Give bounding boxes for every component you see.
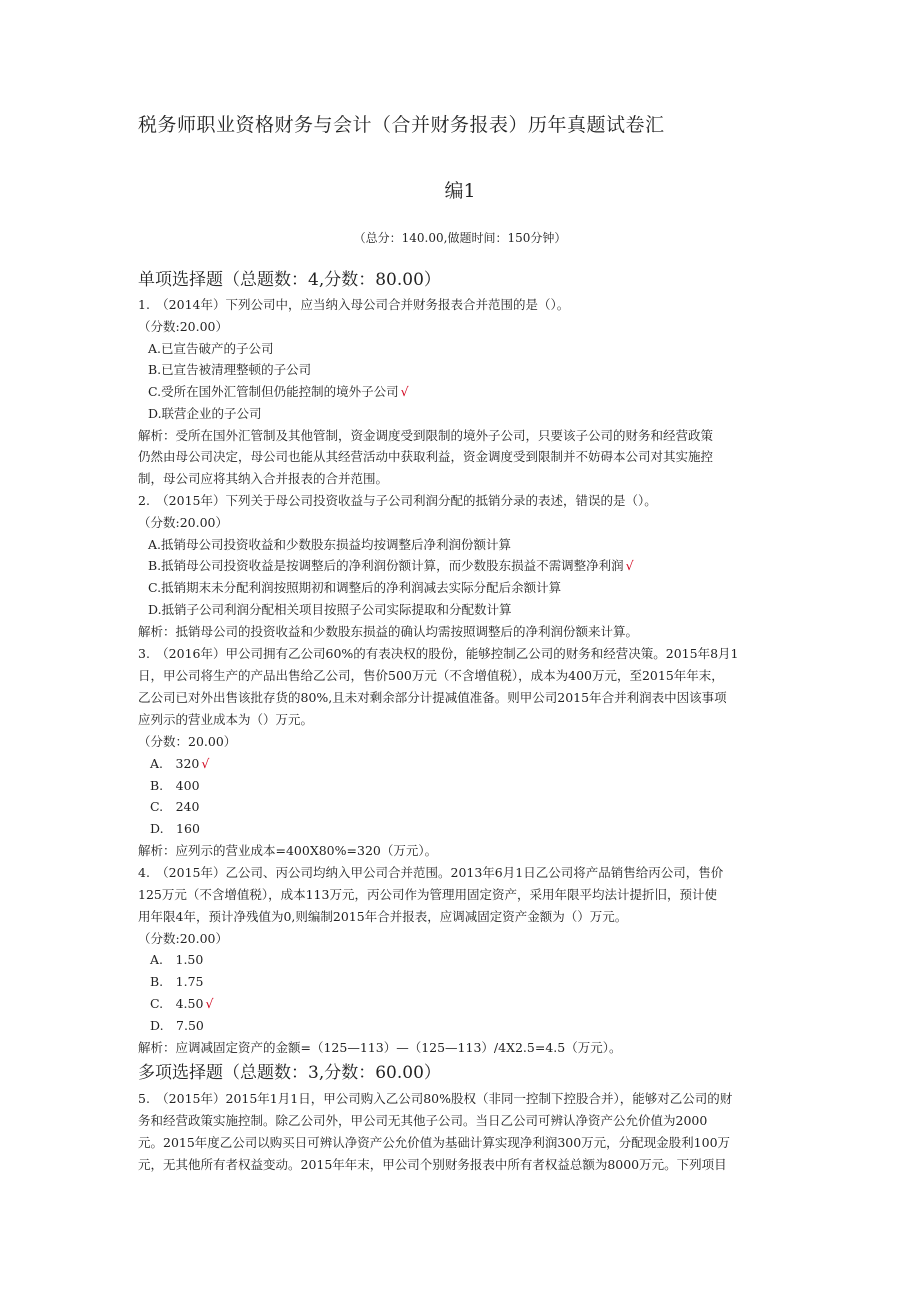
q3-stem-line1: 3. （2016年）甲公司拥有乙公司60%的有表决权的股份，能够控制乙公司的财务和经营决策。2015年8月1 xyxy=(138,646,739,661)
q2-option-b xyxy=(148,557,634,575)
q2-option-c: C.抵销期末未分配利润按照期初和调整后的净利润减去实际分配后余额计算 xyxy=(148,580,562,595)
q2-option-b-text: B.抵销母公司投资收益是按调整后的净利润份额计算，而少数股东损益不需调整净利润 xyxy=(148,558,624,573)
q1-option-a: A.已宣告破产的子公司 xyxy=(148,341,274,356)
q3-option-b: B. 400 xyxy=(150,778,200,793)
q3-score: （分数：20.00） xyxy=(138,734,237,749)
q4-stem-line3: 用年限4年，预计净残值为0,则编制2015年合并报表，应调减固定资产金额为（）万元。 xyxy=(138,909,628,924)
q4-option-d: D. 7.50 xyxy=(150,1018,204,1033)
check-mark-icon: √ xyxy=(625,558,634,573)
exam-info: （总分：140.00,做题时间：150分钟） xyxy=(353,231,567,245)
check-mark-icon: √ xyxy=(201,756,210,771)
q4-option-c-text: C. 4.50 xyxy=(150,996,204,1011)
document-title-line1: 税务师职业资格财务与会计（合并财务报表）历年真题试卷汇 xyxy=(138,114,665,136)
q1-analysis-line2: 仍然由母公司决定，母公司也能从其经营活动中获取利益，资金调度受到限制并不妨碍本公司对其实施控 xyxy=(138,449,714,464)
q1-stem: 1. （2014年）下列公司中，应当纳入母公司合并财务报表合并范围的是（）。 xyxy=(138,297,570,312)
q3-stem-line4: 应列示的营业成本为（）万元。 xyxy=(138,712,314,727)
q3-option-c: C. 240 xyxy=(150,799,200,814)
q1-analysis-line3: 制，母公司应将其纳入合并报表的合并范围。 xyxy=(138,471,389,486)
q4-option-a: A. 1.50 xyxy=(150,952,204,967)
check-mark-icon: √ xyxy=(400,384,409,399)
q5-stem-line3: 元。2015年度乙公司以购买日可辨认净资产公允价值为基础计算实现净利润300万元，分配现金股利100万 xyxy=(138,1135,731,1150)
q1-option-d: D.联营企业的子公司 xyxy=(148,406,262,421)
q3-analysis: 解析：应列示的营业成本=400X80%=320（万元）。 xyxy=(138,843,438,858)
document-title-line2: 编1 xyxy=(444,180,476,202)
q1-score: （分数:20.00） xyxy=(138,319,228,334)
q4-stem-line2: 125万元（不含增值税），成本113万元，丙公司作为管理用固定资产，采用年限平均法计提折旧，预计使 xyxy=(138,887,717,902)
check-mark-icon: √ xyxy=(205,996,214,1011)
q3-option-a xyxy=(150,755,209,773)
q2-option-a: A.抵销母公司投资收益和少数股东损益均按调整后净利润份额计算 xyxy=(148,537,512,552)
q2-analysis: 解析：抵销母公司的投资收益和少数股东损益的确认均需按照调整后的净利润份额来计算。 xyxy=(138,624,639,639)
q2-option-d: D.抵销子公司利润分配相关项目按照子公司实际提取和分配数计算 xyxy=(148,602,512,617)
q2-stem: 2. （2015年）下列关于母公司投资收益与子公司利润分配的抵销分录的表述，错误的是（）。 xyxy=(138,493,657,508)
q3-option-a-text: A. 320 xyxy=(150,756,200,771)
q3-stem-line2: 日，甲公司将生产的产品出售给乙公司，售价500万元（不含增值税），成本为400万元，至2015年年末， xyxy=(138,668,724,683)
section-single-choice: 单项选择题（总题数：4,分数：80.00） xyxy=(138,270,441,290)
q4-stem-line1: 4. （2015年）乙公司、丙公司均纳入甲公司合并范围。2013年6月1日乙公司将产品销售给丙公司，售价 xyxy=(138,865,724,880)
q5-stem-line4: 元，无其他所有者权益变动。2015年年末，甲公司个别财务报表中所有者权益总额为8000万元。下列项目 xyxy=(138,1157,727,1172)
q1-option-c-text: C.受所在国外汇管制但仍能控制的境外子公司 xyxy=(148,384,399,399)
q3-option-d: D. 160 xyxy=(150,821,200,836)
q3-stem-line3: 乙公司已对外出售该批存货的80%,且未对剩余部分计提减值准备。则甲公司2015年合并利润表中因该事项 xyxy=(138,690,727,705)
q4-option-b: B. 1.75 xyxy=(150,974,204,989)
q1-option-b: B.已宣告被清理整顿的子公司 xyxy=(148,362,312,377)
q5-stem-line1: 5. （2015年）2015年1月1日，甲公司购入乙公司80%股权（非同一控制下控股合并），能够对乙公司的财 xyxy=(138,1091,733,1106)
q4-option-c xyxy=(150,995,213,1013)
q4-score: （分数:20.00） xyxy=(138,931,228,946)
q4-analysis: 解析：应调减固定资产的金额=（125—113）—（125—113）/4X2.5=4.5（万元）。 xyxy=(138,1040,622,1055)
q1-option-c xyxy=(148,383,409,401)
q2-score: （分数:20.00） xyxy=(138,515,228,530)
q1-analysis-line1: 解析：受所在国外汇管制及其他管制，资金调度受到限制的境外子公司，只要该子公司的财务和经营政策 xyxy=(138,428,714,443)
q5-stem-line2: 务和经营政策实施控制。除乙公司外，甲公司无其他子公司。当日乙公司可辨认净资产公允价值为2000 xyxy=(138,1113,708,1128)
section-multiple-choice: 多项选择题（总题数：3,分数：60.00） xyxy=(138,1063,441,1083)
